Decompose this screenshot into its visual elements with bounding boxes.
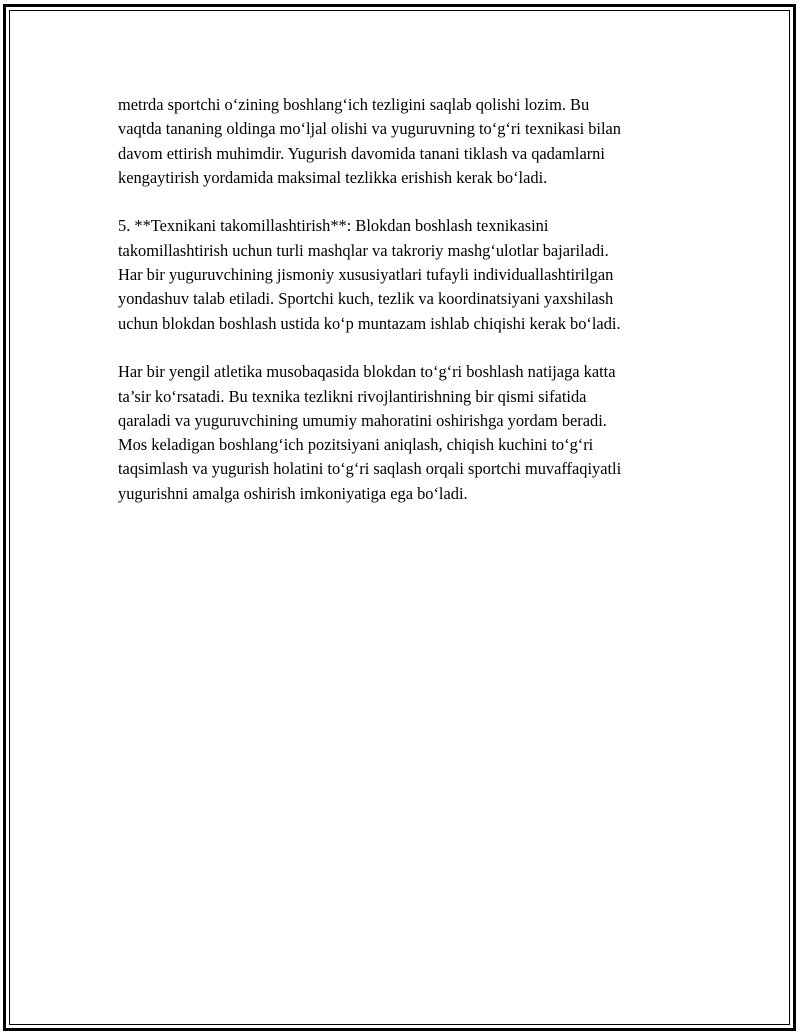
paragraph-conclusion: Har bir yengil atletika musobaqasida blokdan to‘g‘ri boshlash natijaga katta ta’sir ko‘rsatadi. Bu texnika tezlikni rivojlantirishning bir qismi sifatida qaraladi va yuguruvchining umumiy mahoratini oshirishga yordam beradi. Mos keladigan boshlang‘ich pozitsiyani aniqlash, chiqish kuchini to‘g‘ri taqsimlash va yugurish holatini to‘g‘ri saqlash orqali sportchi muvaffaqiyatli yugurishni amalga oshirish imkoniyatiga ega bo‘ladi. xyxy=(118,362,622,503)
document-body xyxy=(118,93,698,530)
paragraph-speed-maintenance: metrda sportchi o‘zining boshlang‘ich tezligini saqlab qolishi lozim. Bu vaqtda tananing oldinga mo‘ljal olishi va yuguruvning to‘g‘ri texnikasi bilan davom ettirish muhimdir. Yugurish davomida tanani tiklash va qadamlarni kengaytirish yordamida maksimal tezlikka erishish kerak bo‘ladi. xyxy=(118,95,622,187)
paragraph-technique-improvement: 5. **Texnikani takomillashtirish**: Blokdan boshlash texnikasini takomillashtirish uchun turli mashqlar va takroriy mashg‘ulotlar bajariladi. Har bir yuguruvchining jismoniy xususiyatlari tufayli individuallashtirilgan yondashuv talab etiladi. Sportchi kuch, tezlik va koordinatsiyani yaxshilash uchun blokdan boshlash ustida ko‘p muntazam ishlab chiqishi kerak bo‘ladi. xyxy=(118,216,621,333)
